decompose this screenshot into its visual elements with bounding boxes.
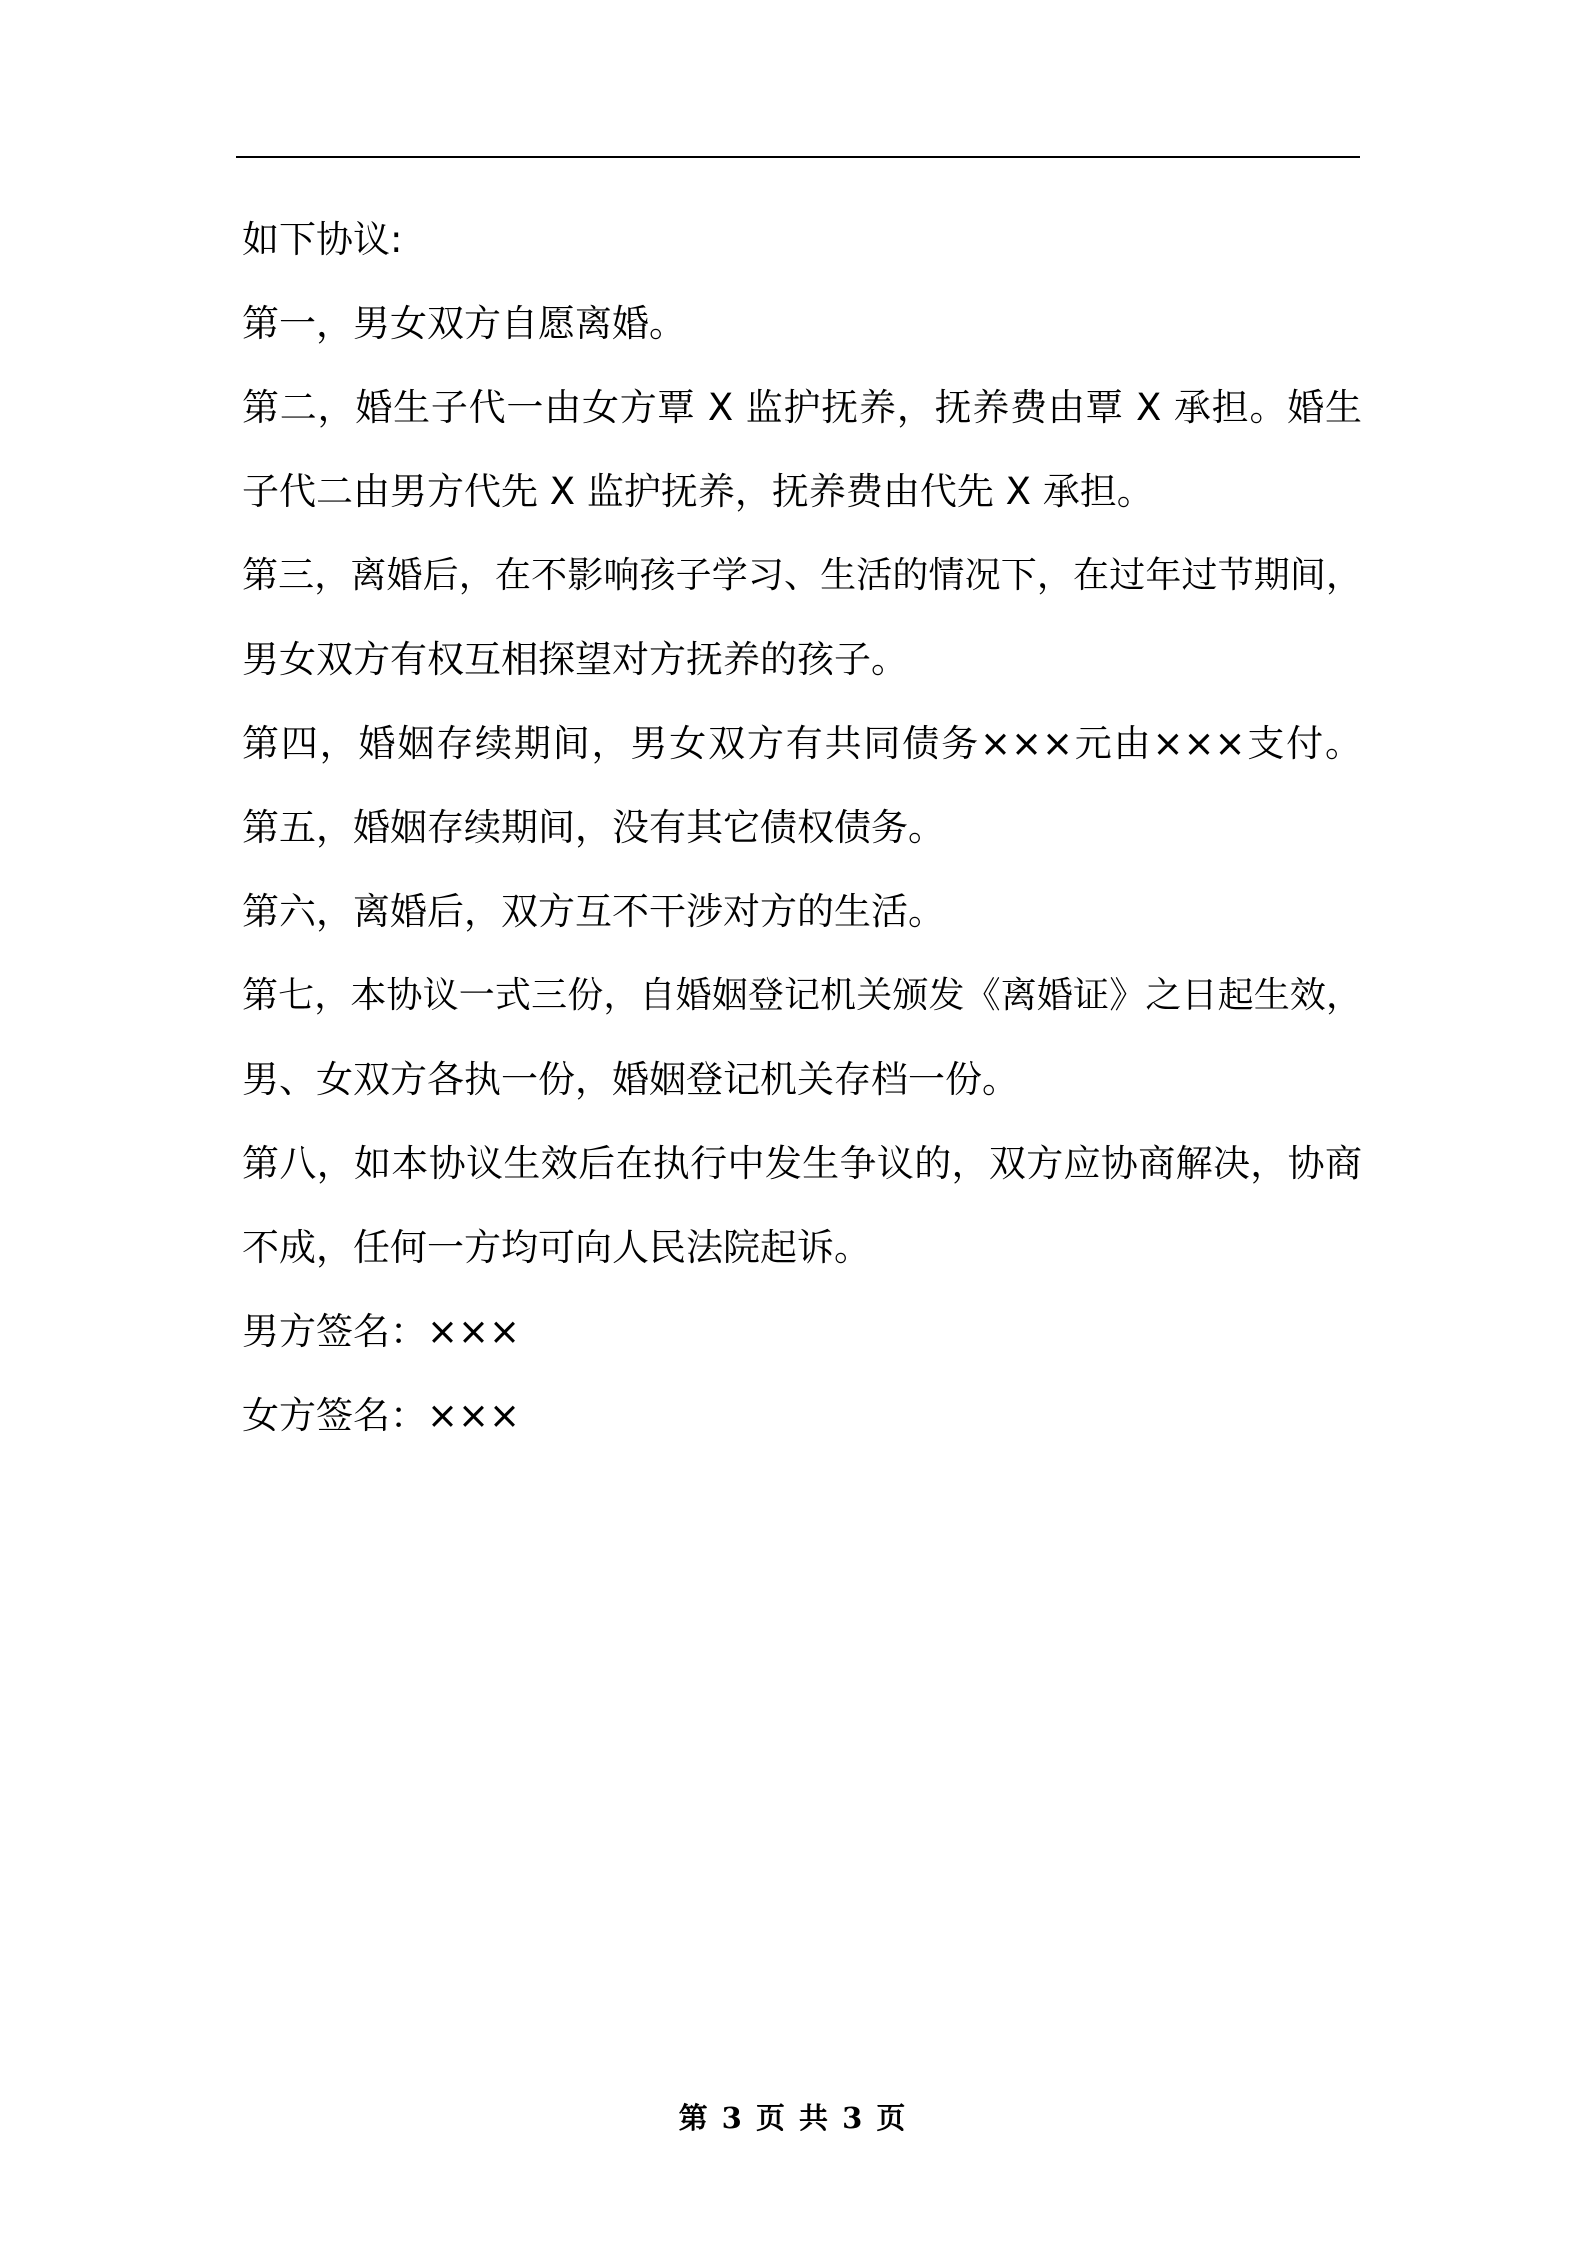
paragraph-line: 第二，婚生子代一由女方覃 X 监护抚养，抚养费由覃 X 承担。婚生 [242, 386, 1362, 429]
paragraph-line: 第六，离婚后，双方互不干涉对方的生活。 [242, 890, 945, 933]
paragraph-line: 第三，离婚后，在不影响孩子学习、生活的情况下，在过年过节期间， [242, 555, 1362, 596]
paragraph-line: 第七，本协议一式三份，自婚姻登记机关颁发《离婚证》之日起生效， [242, 975, 1362, 1016]
paragraph-line: 如下协议: [242, 218, 403, 261]
paragraph-line: 第八，如本协议生效后在执行中发生争议的，双方应协商解决，协商 [242, 1142, 1362, 1185]
paragraph-line: 子代二由男方代先 X 监护抚养，抚养费由代先 X 承担。 [242, 470, 1154, 513]
paragraph-line: 不成，任何一方均可向人民法院起诉。 [242, 1226, 871, 1269]
document-body [242, 198, 1362, 1458]
page-number-footer: 第 3 页 共 3 页 [678, 2101, 908, 2135]
male-signature-line: 男方签名：××× [242, 1310, 521, 1353]
header-rule [236, 156, 1360, 158]
paragraph-line: 第五，婚姻存续期间，没有其它债权债务。 [242, 806, 945, 849]
paragraph-line: 第四，婚姻存续期间，男女双方有共同债务×××元由×××支付。 [242, 722, 1362, 765]
paragraph-line: 男女双方有权互相探望对方抚养的孩子。 [242, 638, 908, 681]
paragraph-line: 第一，男女双方自愿离婚。 [242, 302, 686, 345]
female-signature-line: 女方签名：××× [242, 1394, 521, 1437]
paragraph-line: 男、女双方各执一份，婚姻登记机关存档一份。 [242, 1058, 1019, 1101]
